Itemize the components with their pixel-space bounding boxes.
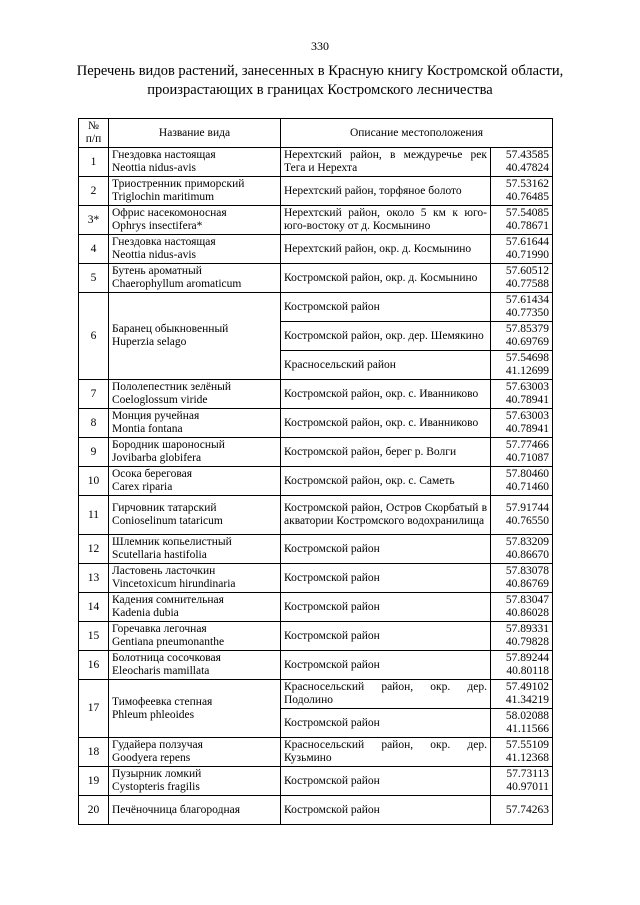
species-name-cell	[109, 409, 281, 438]
coordinates	[491, 293, 553, 322]
latitude: 57.73113	[506, 768, 550, 780]
table-header-row	[79, 119, 553, 148]
table-row	[79, 796, 553, 825]
species-name-latin: Gentiana pneumonanthe	[112, 636, 225, 648]
latitude: 57.43585	[505, 149, 550, 161]
coordinates	[491, 409, 553, 438]
table-row	[79, 680, 553, 709]
latitude: 57.53162	[505, 178, 550, 190]
longitude: 40.77350	[505, 307, 550, 319]
coordinates	[491, 496, 553, 535]
longitude: 41.12699	[505, 365, 550, 377]
species-name-latin: Carex riparia	[112, 481, 173, 493]
species-name-ru: Пузырник ломкий	[112, 768, 202, 780]
location-description: Костромской район, окр. д. Космынино	[281, 264, 491, 293]
page-number: 330	[311, 39, 329, 53]
coordinates	[491, 264, 553, 293]
coordinates	[491, 593, 553, 622]
latitude: 57.60512	[505, 265, 550, 277]
longitude: 40.97011	[506, 781, 550, 793]
longitude: 41.11566	[506, 723, 550, 735]
coordinates	[491, 622, 553, 651]
row-number: 13	[79, 564, 109, 593]
species-name-cell	[109, 293, 281, 380]
location-description: Костромской район	[281, 293, 491, 322]
page-title: Перечень видов растений, занесенных в Красную книгу Костромской области, произрастающих в границах Костромского лесничества	[76, 63, 564, 98]
location-description: Красносельский район, окр. дер. Кузьмино	[281, 738, 491, 767]
species-name-latin: Conioselinum tataricum	[112, 515, 223, 527]
longitude: 40.69769	[505, 336, 550, 348]
species-name-cell	[109, 438, 281, 467]
species-name-ru: Горечавка легочная	[112, 623, 207, 635]
species-name-latin: Huperzia selago	[112, 336, 187, 348]
location-description: Костромской район	[281, 622, 491, 651]
row-number: 17	[79, 680, 109, 738]
species-name-ru: Кадения сомнительная	[112, 594, 224, 606]
table-row	[79, 380, 553, 409]
latitude: 57.77466	[505, 439, 550, 451]
coordinates	[491, 467, 553, 496]
table-row	[79, 467, 553, 496]
location-description: Костромской район	[281, 767, 491, 796]
species-name-ru: Бутень ароматный	[112, 265, 202, 277]
location-description: Костромской район, окр. с. Иванниково	[281, 380, 491, 409]
table-row	[79, 293, 553, 322]
row-number: 7	[79, 380, 109, 409]
location-description: Костромской район	[281, 535, 491, 564]
coordinates	[491, 177, 553, 206]
latitude: 57.63003	[505, 410, 550, 422]
row-number: 19	[79, 767, 109, 796]
row-number: 15	[79, 622, 109, 651]
location-description: Костромской район	[281, 651, 491, 680]
species-name-cell	[109, 622, 281, 651]
latitude: 57.89331	[505, 623, 550, 635]
row-number: 12	[79, 535, 109, 564]
table-row	[79, 564, 553, 593]
species-name-cell	[109, 177, 281, 206]
longitude: 40.71990	[505, 249, 550, 261]
row-number: 14	[79, 593, 109, 622]
table-row	[79, 767, 553, 796]
longitude: 40.86769	[505, 578, 550, 590]
location-description: Костромской район, окр. с. Иванниково	[281, 409, 491, 438]
longitude: 40.78671	[505, 220, 550, 232]
species-name-latin: Triglochin maritimum	[112, 191, 215, 203]
row-number: 20	[79, 796, 109, 825]
species-name-latin: Neottia nidus-avis	[112, 162, 196, 174]
species-name-cell	[109, 235, 281, 264]
row-number: 4	[79, 235, 109, 264]
species-name-ru: Гудайера ползучая	[112, 739, 203, 751]
longitude: 41.34219	[505, 694, 550, 706]
latitude: 57.83078	[505, 565, 550, 577]
coordinates	[491, 796, 553, 825]
latitude: 57.54698	[505, 352, 550, 364]
longitude: 40.79828	[505, 636, 550, 648]
table-row	[79, 148, 553, 177]
species-name-latin: Phleum phleoides	[112, 708, 195, 721]
species-name-cell	[109, 535, 281, 564]
species-name-latin: Chaerophyllum aromaticum	[112, 278, 242, 290]
species-name-cell	[109, 680, 281, 738]
header-name: Название вида	[109, 119, 281, 148]
species-name-ru: Гирчовник татарский	[112, 502, 217, 514]
row-number: 6	[79, 293, 109, 380]
longitude: 40.76550	[505, 515, 550, 527]
longitude: 40.77588	[505, 278, 550, 290]
row-number: 5	[79, 264, 109, 293]
species-name-ru: Тимофеевка степная	[112, 695, 213, 708]
species-name-latin: Goodyera repens	[112, 752, 191, 764]
table-row	[79, 409, 553, 438]
species-name-ru: Гнездовка настоящая	[112, 236, 216, 248]
species-name-ru: Ластовень ласточкин	[112, 565, 216, 577]
species-name-latin: Jovibarba globifera	[112, 452, 202, 464]
row-number: 8	[79, 409, 109, 438]
latitude: 57.49102	[505, 681, 550, 693]
coordinates	[491, 322, 553, 351]
longitude: 40.78941	[505, 394, 550, 406]
species-name-latin: Montia fontana	[112, 423, 183, 435]
location-description: Костромской район, Остров Скорбатый в акватории Костромского водохранилища	[281, 496, 491, 535]
row-number: 9	[79, 438, 109, 467]
coordinates	[491, 148, 553, 177]
location-description: Костромской район, окр. с. Саметь	[281, 467, 491, 496]
coordinates	[491, 351, 553, 380]
latitude: 57.83047	[505, 594, 550, 606]
table-row	[79, 622, 553, 651]
location-description: Костромской район, окр. дер. Шемякино	[281, 322, 491, 351]
location-description: Нерехтский район, окр. д. Космынино	[281, 235, 491, 264]
species-name-cell	[109, 738, 281, 767]
coordinates	[491, 380, 553, 409]
longitude: 41.12368	[505, 752, 550, 764]
longitude: 40.71460	[505, 481, 550, 493]
coordinates	[491, 535, 553, 564]
species-name-ru: Шлемник копьелистный	[112, 536, 232, 548]
longitude: 40.47824	[505, 162, 550, 174]
location-description: Костромской район, берег р. Волги	[281, 438, 491, 467]
species-name-ru: Офрис насекомоносная	[112, 207, 227, 219]
location-description: Красносельский район	[281, 351, 491, 380]
species-name-latin: Cystopteris fragilis	[112, 781, 200, 793]
coordinates	[491, 709, 553, 738]
table-row	[79, 496, 553, 535]
species-name-cell	[109, 593, 281, 622]
species-name-cell	[109, 651, 281, 680]
latitude: 57.91744	[505, 502, 550, 514]
table-row	[79, 738, 553, 767]
species-name-cell	[109, 380, 281, 409]
species-name-latin: Vincetoxicum hirundinaria	[112, 578, 236, 590]
row-number: 1	[79, 148, 109, 177]
coordinates	[491, 738, 553, 767]
row-number: 10	[79, 467, 109, 496]
row-number: 3*	[79, 206, 109, 235]
species-name-latin: Eleocharis mamillata	[112, 665, 210, 677]
longitude: 40.71087	[505, 452, 550, 464]
table-row	[79, 438, 553, 467]
longitude: 40.76485	[505, 191, 550, 203]
longitude: 40.80118	[506, 665, 550, 677]
table-row	[79, 535, 553, 564]
latitude: 57.83209	[505, 536, 550, 548]
latitude: 57.61434	[505, 294, 550, 306]
species-name-ru: Болотница сосочковая	[112, 652, 221, 664]
coordinates	[491, 235, 553, 264]
latitude: 57.80460	[505, 468, 550, 480]
longitude: 40.78941	[505, 423, 550, 435]
species-name-ru: Осока береговая	[112, 468, 193, 480]
species-name-latin: Scutellaria hastifolia	[112, 549, 207, 561]
row-number: 16	[79, 651, 109, 680]
species-name-cell	[109, 206, 281, 235]
location-description: Нерехтский район, торфяное болото	[281, 177, 491, 206]
species-name-cell	[109, 767, 281, 796]
species-name-ru: Баранец обыкновенный	[112, 323, 229, 335]
table-row	[79, 651, 553, 680]
location-description: Костромской район	[281, 593, 491, 622]
coordinates	[491, 651, 553, 680]
location-description: Красносельский район, окр. дер. Подолино	[281, 680, 491, 709]
species-name-latin: Coeloglossum viride	[112, 394, 208, 406]
species-name-cell	[109, 467, 281, 496]
coordinates	[491, 438, 553, 467]
row-number: 18	[79, 738, 109, 767]
location-description: Нерехтский район, около 5 км к юго-юго-востоку от д. Космынино	[281, 206, 491, 235]
latitude: 57.74263	[505, 803, 550, 816]
row-number: 2	[79, 177, 109, 206]
latitude: 57.89244	[505, 652, 550, 664]
species-name-ru: Монция ручейная	[112, 410, 200, 422]
location-description: Костромской район	[281, 709, 491, 738]
table-row	[79, 177, 553, 206]
table-row	[79, 264, 553, 293]
coordinates	[491, 767, 553, 796]
header-num: № п/п	[79, 119, 109, 148]
location-description: Нерехтский район, в междуречье рек Тега и Нерехта	[281, 148, 491, 177]
table-body	[79, 148, 553, 825]
latitude: 57.85379	[505, 323, 550, 335]
location-description: Костромской район	[281, 796, 491, 825]
coordinates	[491, 680, 553, 709]
species-name-cell	[109, 496, 281, 535]
species-name-latin: Ophrys insectifera*	[112, 220, 203, 232]
table-row	[79, 235, 553, 264]
coordinates	[491, 564, 553, 593]
longitude: 40.86028	[505, 607, 550, 619]
species-name-latin: Neottia nidus-avis	[112, 249, 196, 261]
coordinates	[491, 206, 553, 235]
table-row	[79, 206, 553, 235]
longitude: 40.86670	[505, 549, 550, 561]
species-name-cell	[109, 148, 281, 177]
species-name-ru: Печёночница благородная	[112, 803, 240, 816]
species-name-cell	[109, 564, 281, 593]
header-location: Описание местоположения	[281, 119, 553, 148]
latitude: 57.55109	[505, 739, 550, 751]
species-name-cell	[109, 264, 281, 293]
species-name-cell	[109, 796, 281, 825]
species-name-ru: Пололепестник зелёный	[112, 381, 232, 393]
species-name-ru: Гнездовка настоящая	[112, 149, 216, 161]
species-name-latin: Kadenia dubia	[112, 607, 179, 619]
latitude: 57.63003	[505, 381, 550, 393]
red-book-species-table	[78, 118, 553, 825]
row-number: 11	[79, 496, 109, 535]
latitude: 57.54085	[505, 207, 550, 219]
species-name-ru: Бородник шароносный	[112, 439, 225, 451]
table-row	[79, 593, 553, 622]
latitude: 58.02088	[505, 710, 550, 722]
species-name-ru: Триостренник приморский	[112, 178, 245, 190]
latitude: 57.61644	[505, 236, 550, 248]
location-description: Костромской район	[281, 564, 491, 593]
